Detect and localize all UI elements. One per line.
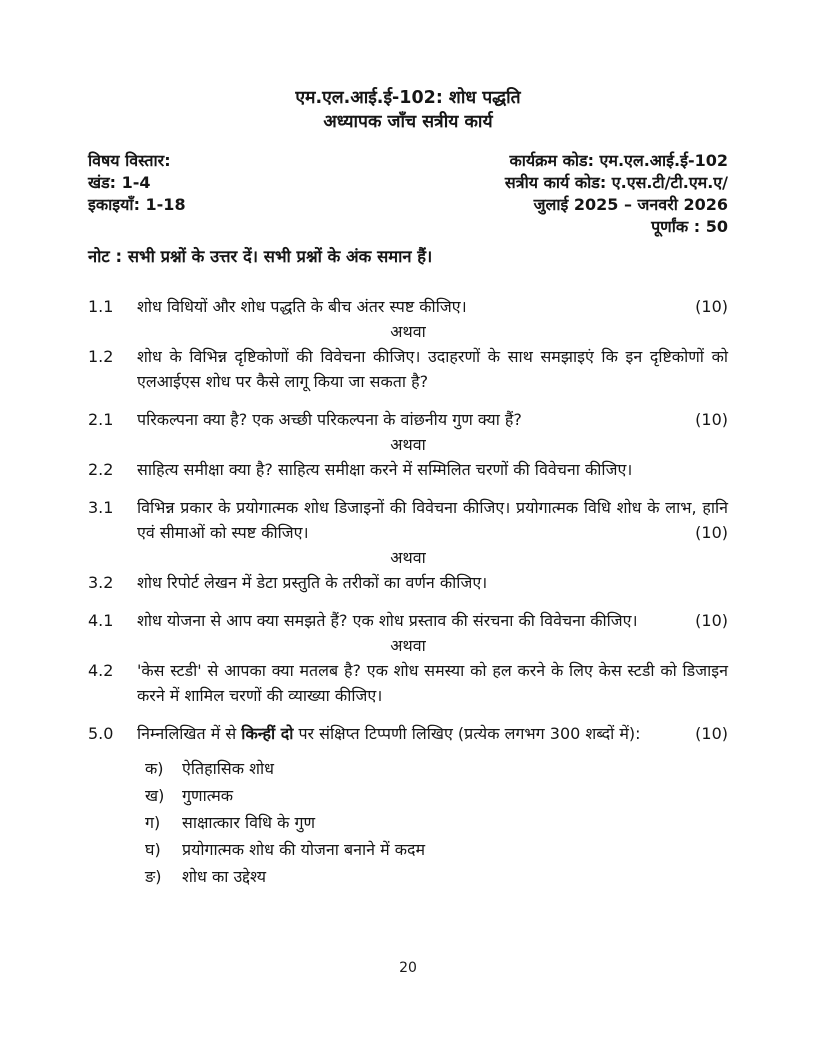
sub-item-gha — [88, 836, 728, 863]
question-text: 'केस स्टडी' से आपका क्या मतलब है? एक शोध समस्या को हल करने के लिए केस स्टडी को डिजाइन करने में शामिल चरणों की व्याख्या कीजिए। — [137, 661, 728, 705]
question-row-1-1 — [88, 294, 728, 319]
question-row-4-1 — [88, 608, 728, 633]
question-row-2-2 — [88, 457, 728, 482]
total-marks: पूर्णांक : 50 — [651, 217, 728, 236]
assignment-type: अध्यापक जाँच सत्रीय कार्य — [323, 112, 493, 132]
sub-item-letter: क) — [145, 759, 164, 778]
sub-item-letter: ख) — [145, 786, 165, 805]
course-info-left — [88, 150, 186, 238]
sub-item-ka — [88, 755, 728, 782]
blocks-label: खंड: 1-4 — [88, 173, 151, 192]
or-separator: अथवा — [390, 435, 426, 454]
short-note-options — [88, 755, 728, 890]
question-number: 3.1 — [88, 498, 114, 517]
question-text: विभिन्न प्रकार के प्रयोगात्मक शोध डिजाइनों की विवेचना कीजिए। प्रयोगात्मक विधि शोध के लाभ, हानि एवं सीमाओं को स्पष्ट कीजिए। — [137, 498, 728, 542]
programme-code: कार्यक्रम कोड: एम.एल.आई.ई-102 — [509, 151, 728, 170]
question-text: परिकल्पना क्या है? एक अच्छी परिकल्पना के वांछनीय गुण क्या हैं? — [137, 410, 522, 429]
question-number: 4.2 — [88, 661, 114, 680]
sub-item-letter: ङ) — [145, 867, 162, 886]
question-text-suffix: पर संक्षिप्त टिप्पणी लिखिए (प्रत्येक लगभग 300 शब्दों में): — [293, 724, 641, 743]
page-number: 20 — [399, 960, 417, 976]
question-row-3-2 — [88, 570, 728, 595]
question-number: 4.1 — [88, 611, 114, 630]
document-title — [88, 86, 728, 134]
sub-item-text: गुणात्मक — [182, 786, 234, 805]
question-text: शोध के विभिन्न दृष्टिकोणों की विवेचना कीजिए। उदाहरणों के साथ समझाइएं कि इन दृष्टिकोणों को एलआईएस शोध पर कैसे लागू किया जा सकता है? — [137, 347, 728, 391]
question-number: 2.2 — [88, 460, 114, 479]
question-row-4-2 — [88, 658, 728, 708]
or-separator: अथवा — [390, 322, 426, 341]
question-row-1-2 — [88, 344, 728, 394]
sub-item-text: प्रयोगात्मक शोध की योजना बनाने में कदम — [182, 840, 426, 859]
question-number: 5.0 — [88, 724, 114, 743]
question-marks: (10) — [695, 297, 728, 316]
question-text-prefix: निम्नलिखित में से — [137, 724, 242, 743]
or-separator: अथवा — [390, 548, 426, 567]
question-text: शोध योजना से आप क्या समझते हैं? एक शोध प्रस्ताव की संरचना की विवेचना कीजिए। — [137, 611, 638, 630]
sub-item-text: साक्षात्कार विधि के गुण — [182, 813, 316, 832]
question-row-3-1 — [88, 495, 728, 545]
question-text: शोध विधियों और शोध पद्धति के बीच अंतर स्पष्ट कीजिए। — [137, 297, 467, 316]
sub-item-nga — [88, 863, 728, 890]
question-marks: (10) — [695, 523, 728, 542]
question-row-5-0 — [88, 721, 728, 746]
question-row-2-1 — [88, 407, 728, 432]
question-number: 2.1 — [88, 410, 114, 429]
course-info-right — [505, 150, 728, 238]
question-text — [137, 721, 680, 746]
question-text: शोध रिपोर्ट लेखन में डेटा प्रस्तुति के तरीकों का वर्णन कीजिए। — [137, 573, 488, 592]
question-marks: (10) — [695, 611, 728, 630]
question-group-3 — [88, 495, 728, 595]
questions-section — [88, 294, 728, 890]
coverage-label: विषय विस्तार: — [88, 151, 171, 170]
course-info — [88, 150, 728, 238]
sub-item-ga — [88, 809, 728, 836]
question-group-4 — [88, 608, 728, 708]
question-group-5 — [88, 721, 728, 890]
units-label: इकाइयाँ: 1-18 — [88, 195, 186, 214]
or-separator: अथवा — [390, 636, 426, 655]
question-number: 3.2 — [88, 573, 114, 592]
sub-item-text: शोध का उद्देश्य — [182, 867, 267, 886]
session-dates: जुलाई 2025 – जनवरी 2026 — [533, 195, 728, 214]
question-group-2 — [88, 407, 728, 482]
sub-item-letter: ग) — [145, 813, 161, 832]
sub-item-text: ऐतिहासिक शोध — [182, 759, 274, 778]
assignment-code: सत्रीय कार्य कोड: ए.एस.टी/टी.एम.ए/ — [504, 173, 728, 192]
question-text-bold: किन्हीं दो — [241, 724, 294, 743]
question-number: 1.1 — [88, 297, 114, 316]
course-title: एम.एल.आई.ई-102: शोध पद्धति — [295, 88, 521, 108]
question-text: साहित्य समीक्षा क्या है? साहित्य समीक्षा करने में सम्मिलित चरणों की विवेचना कीजिए। — [137, 460, 633, 479]
sub-item-letter: घ) — [145, 840, 161, 859]
note-line: नोट : सभी प्रश्नों के उत्तर दें। सभी प्रश्नों के अंक समान हैं। — [88, 247, 433, 266]
question-group-1 — [88, 294, 728, 394]
page-footer — [0, 960, 816, 976]
question-marks: (10) — [695, 410, 728, 429]
sub-item-kha — [88, 782, 728, 809]
question-marks: (10) — [695, 724, 728, 743]
question-number: 1.2 — [88, 347, 114, 366]
